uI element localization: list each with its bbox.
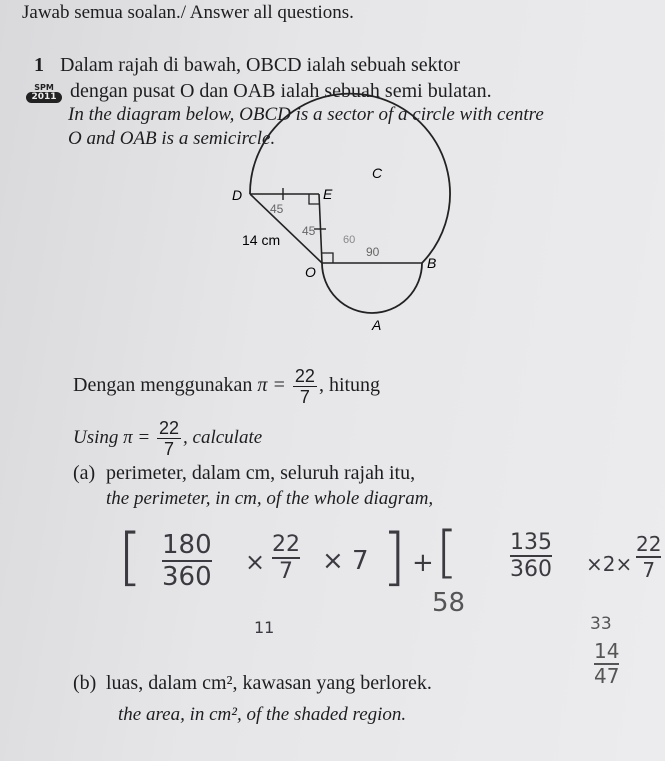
bracket: [ [436,520,458,585]
part-b-label: (b) [73,672,97,694]
denominator: 360 [162,562,212,592]
question-malay-line1: Dalam rajah di bawah, OBCD ialah sebuah sektor [60,54,460,76]
times-7: × 7 [322,546,369,576]
bracket: [ [118,520,143,593]
instruction-header: Jawab semua soalan./ Answer all questions. [22,2,354,23]
question-english-line1: In the diagram below, OBCD is a sector of a circle with centre [68,104,544,125]
label-b: B [427,255,437,271]
fraction-180-360 [162,530,212,592]
badge-top: SPM [34,83,54,92]
fraction-22-7 [636,532,661,582]
pi-symbol: π = [257,374,286,397]
text: , calculate [183,426,263,448]
numerator: 135 [510,530,552,555]
sum-33: 33 [590,614,612,634]
denominator: 7 [299,387,310,407]
times: × [245,548,266,576]
pi-symbol: π = [123,426,151,448]
numerator: 22 [636,532,662,556]
part-b-english: the area, in cm², of the shaded region. [118,704,407,725]
label-a: A [372,317,382,333]
numerator: 22 [272,532,300,557]
times-2: ×2× [586,552,633,576]
text: Dengan menggunakan [73,374,253,397]
handwritten-angle: 45 [270,202,284,216]
fraction-135-360 [510,530,552,582]
question-number: 1 [34,54,44,76]
pi-instruction-malay [73,367,380,406]
denominator: 360 [510,557,552,582]
note-58: 58 [432,588,466,618]
right-angle-o [322,253,333,263]
label-o: O [305,264,316,280]
part-a-malay: perimeter, dalam cm, seluruh rajah itu, [106,462,416,484]
text: Using [73,426,119,448]
pi-instruction-english [73,419,262,458]
semicircle-arc-oab [322,263,422,313]
fraction-22-7 [272,532,300,584]
question-english-line2: O and OAB is a semicircle. [68,128,276,149]
right-angle-e [309,194,319,204]
question-malay-line2: dengan pusat O dan OAB ialah sebuah semi bulatan. [70,80,492,102]
part-a-label: (a) [73,462,96,484]
text: , hitung [318,374,381,397]
fraction-22-7 [293,367,317,406]
part-b-malay: luas, dalam cm², kawasan yang berlorek. [106,672,432,694]
denominator: 7 [164,439,175,459]
plus: + [412,548,434,578]
badge-year: 2011 [26,92,62,103]
numerator: 22 [159,418,180,438]
numerator: 22 [294,366,315,386]
result-11: 11 [254,618,275,637]
fraction-22-7 [157,419,181,458]
numerator: 180 [162,530,212,560]
sum-47: 47 [594,664,620,688]
bracket: ] [382,520,407,593]
handwritten-angle: 45 [302,224,316,238]
label-d: D [232,187,243,203]
label-e: E [323,186,333,202]
denominator: 7 [642,558,656,582]
sum-14: 14 [594,639,620,663]
handwritten-angle: 90 [366,245,380,259]
denominator: 7 [279,559,293,584]
handwritten-angle: 60 [343,234,356,246]
part-a-english: the perimeter, in cm, of the whole diagram, [106,488,434,509]
length-label: 14 cm [242,232,281,248]
label-c: C [372,165,383,181]
